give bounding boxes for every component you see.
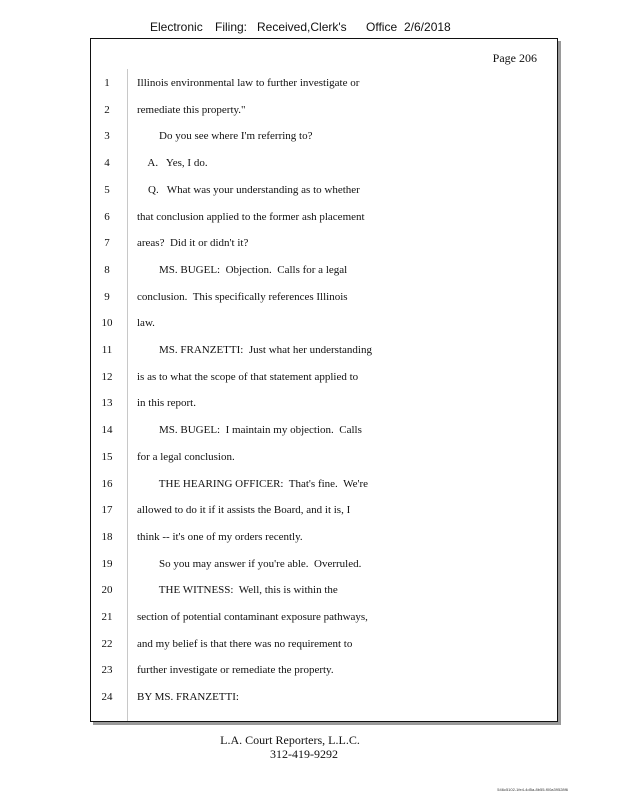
line-number: 1 xyxy=(104,77,110,89)
line-number: 13 xyxy=(101,397,113,410)
transcript-line xyxy=(91,184,557,200)
transcript-line xyxy=(91,397,557,413)
line-text: and my belief is that there was no requirement to xyxy=(137,637,353,650)
line-text: law. xyxy=(137,317,155,330)
stamp-word: Filing: xyxy=(215,20,248,34)
court-reporter-phone: 312-419-9292 xyxy=(270,747,338,761)
transcript-line xyxy=(91,478,557,494)
line-number: 6 xyxy=(104,210,110,223)
line-number: 21 xyxy=(101,611,113,623)
court-reporter-name: L.A. Court Reporters, L.L.C. xyxy=(220,733,360,747)
transcript-line xyxy=(91,638,557,654)
transcript-line xyxy=(91,344,557,360)
line-text: Illinois environmental law to further investigate or xyxy=(137,77,360,89)
line-text: THE HEARING OFFICER: That's fine. We're xyxy=(137,477,369,490)
stamp-word: Received,Clerk's xyxy=(257,20,347,34)
stamp-word: Office xyxy=(366,20,398,34)
document-hash: 546c5102-1fe4-4d5a-8b55-f00a39528f6 xyxy=(497,787,568,792)
line-number: 2 xyxy=(104,103,110,116)
line-text: that conclusion applied to the former ash placement xyxy=(137,210,365,223)
transcript-line xyxy=(91,77,557,93)
line-number: 10 xyxy=(101,317,113,330)
stamp-word: 2/6/2018 xyxy=(404,20,451,34)
line-text: further investigate or remediate the property. xyxy=(137,664,334,677)
line-text: MS. FRANZETTI: Just what her understanding xyxy=(137,344,372,356)
transcript-line xyxy=(91,691,557,707)
line-number: 12 xyxy=(101,370,113,383)
line-text: A. Yes, I do. xyxy=(137,157,208,170)
line-number: 24 xyxy=(101,691,113,704)
line-number: 8 xyxy=(104,263,110,276)
transcript-line xyxy=(91,157,557,173)
line-text: conclusion. This specifically references Illinois xyxy=(137,290,348,303)
line-text: MS. BUGEL: I maintain my objection. Calls xyxy=(137,424,362,437)
transcript-line xyxy=(91,451,557,467)
line-number: 7 xyxy=(104,237,110,250)
line-number: 20 xyxy=(101,584,113,597)
line-number: 9 xyxy=(104,290,110,303)
transcript-line xyxy=(91,211,557,227)
line-text: areas? Did it or didn't it? xyxy=(137,237,249,250)
line-number: 4 xyxy=(104,157,110,170)
transcript-line xyxy=(91,130,557,146)
line-text: THE WITNESS: Well, this is within the xyxy=(137,584,338,597)
line-text: Q. What was your understanding as to whether xyxy=(137,183,360,196)
transcript-line xyxy=(91,584,557,600)
line-text: BY MS. FRANZETTI: xyxy=(137,691,239,704)
line-text: section of potential contaminant exposure pathways, xyxy=(137,611,368,623)
line-number: 17 xyxy=(101,504,113,517)
line-number: 18 xyxy=(101,530,113,543)
line-number: 16 xyxy=(101,477,113,490)
transcript-line xyxy=(91,531,557,547)
line-text: So you may answer if you're able. Overruled. xyxy=(137,557,362,570)
transcript-line xyxy=(91,611,557,627)
transcript-line xyxy=(91,664,557,680)
page-number: Page 206 xyxy=(492,51,537,65)
line-text: Do you see where I'm referring to? xyxy=(137,130,313,143)
line-text: is as to what the scope of that statement applied to xyxy=(137,370,359,383)
transcript-line xyxy=(91,317,557,333)
line-text: for a legal conclusion. xyxy=(137,450,235,463)
line-text: think -- it's one of my orders recently. xyxy=(137,530,303,543)
transcript-line xyxy=(91,104,557,120)
line-text: allowed to do it if it assists the Board, and it is, I xyxy=(137,504,351,517)
transcript-line xyxy=(91,371,557,387)
line-number: 3 xyxy=(104,130,110,143)
line-number: 22 xyxy=(101,637,113,650)
line-number: 19 xyxy=(101,557,113,570)
line-text: MS. BUGEL: Objection. Calls for a legal xyxy=(137,263,348,276)
electronic-filing-stamp xyxy=(0,20,618,38)
transcript-line xyxy=(91,558,557,574)
transcript-line xyxy=(91,504,557,520)
transcript-line xyxy=(91,264,557,280)
line-number: 5 xyxy=(104,183,110,196)
line-number: 23 xyxy=(101,664,113,677)
line-number: 14 xyxy=(101,424,113,437)
line-text: in this report. xyxy=(137,397,196,410)
transcript-line xyxy=(91,237,557,253)
transcript-page xyxy=(90,38,558,722)
line-number: 11 xyxy=(101,344,113,356)
transcript-line xyxy=(91,291,557,307)
transcript-line xyxy=(91,424,557,440)
stamp-word: Electronic xyxy=(150,20,203,34)
line-text: remediate this property." xyxy=(137,103,246,116)
line-number: 15 xyxy=(101,450,113,463)
